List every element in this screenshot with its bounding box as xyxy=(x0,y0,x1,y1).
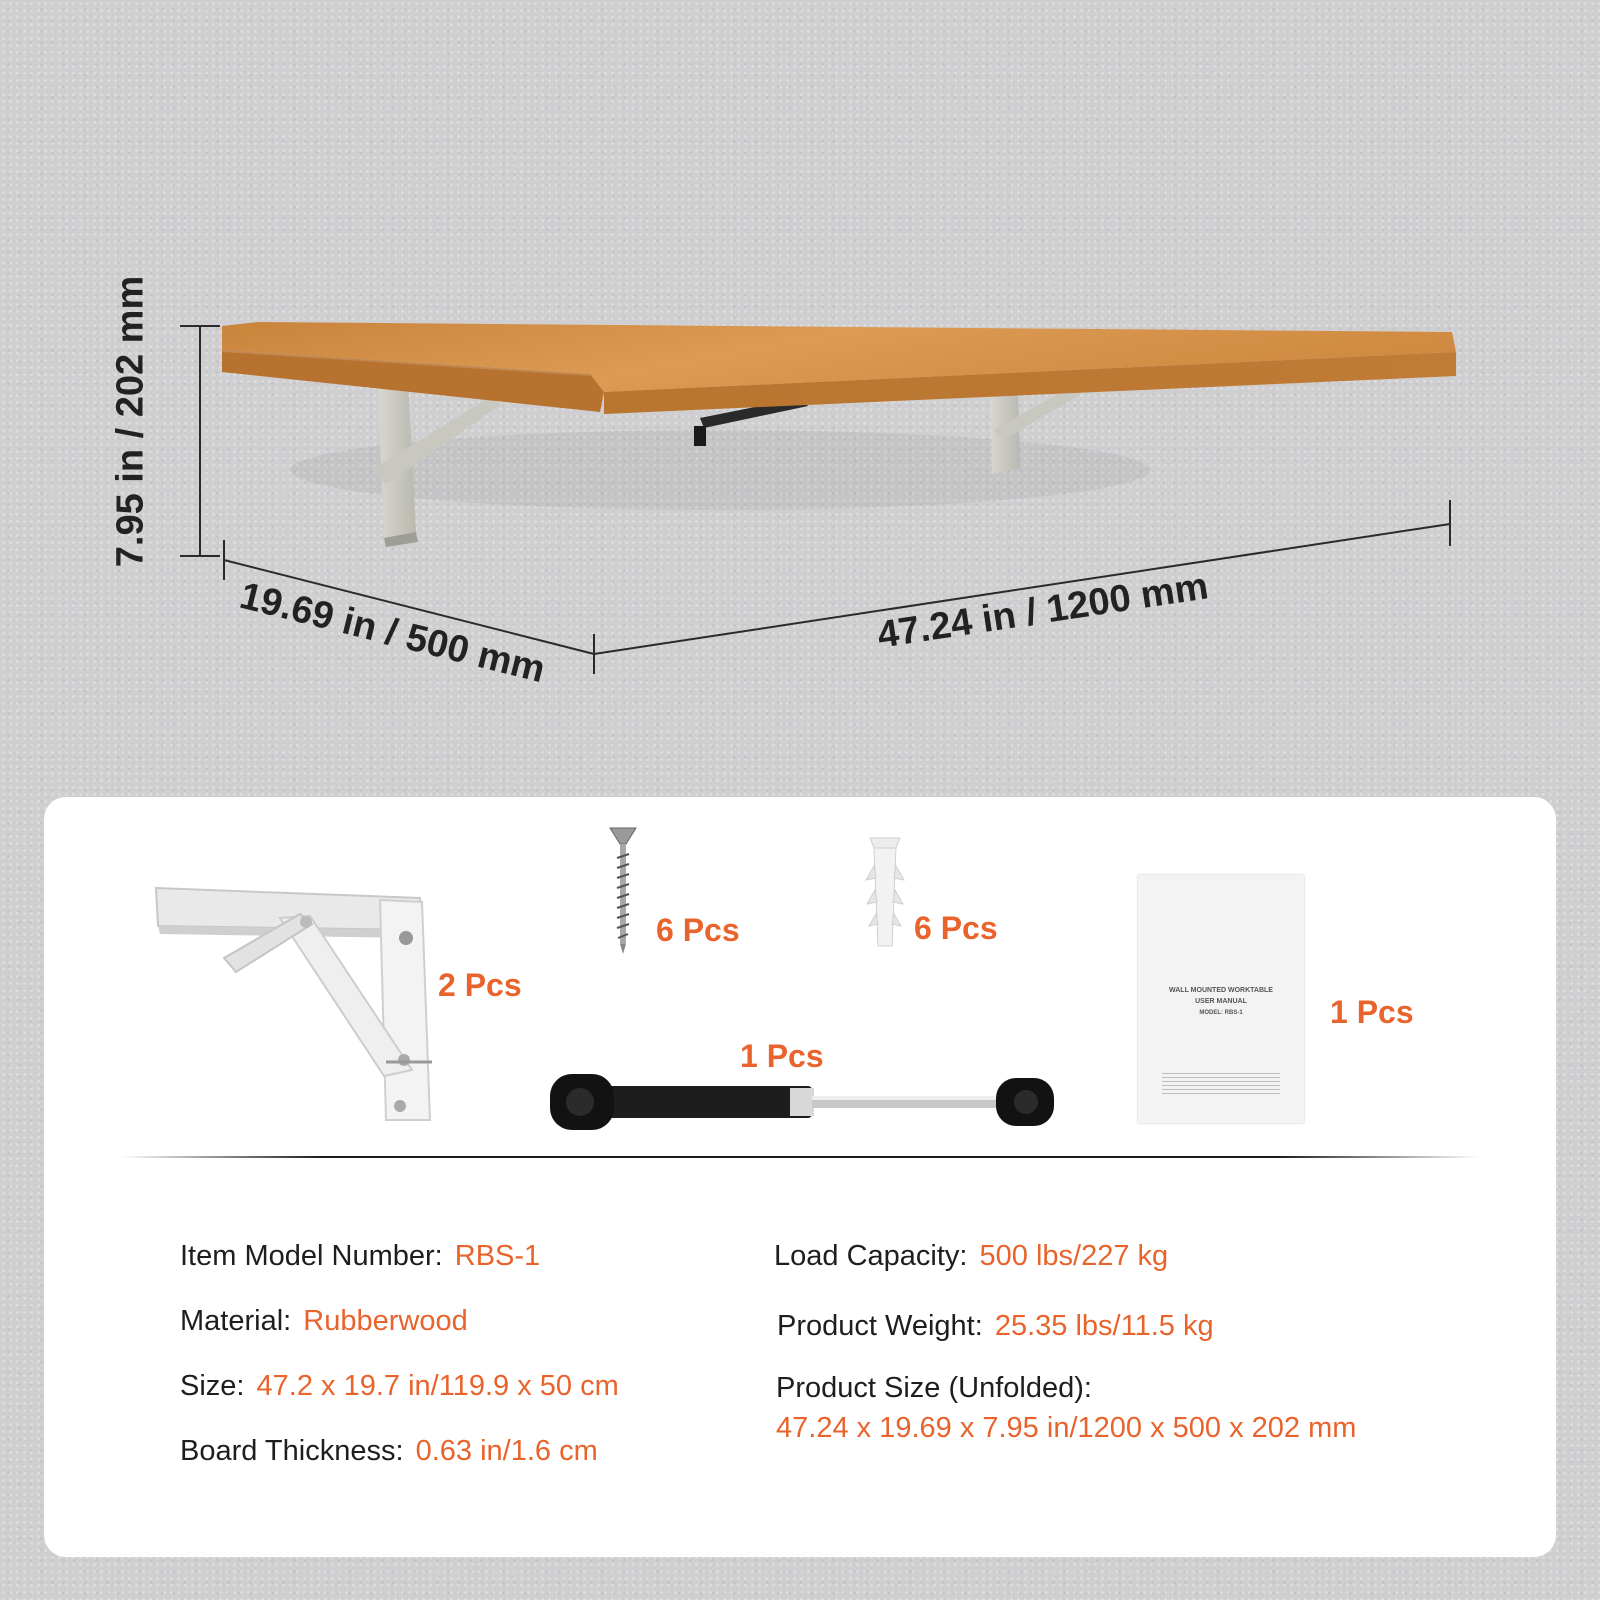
spec-model-label: Item Model Number: xyxy=(180,1240,443,1272)
user-manual-icon xyxy=(1138,875,1304,1123)
spec-size xyxy=(180,1370,619,1403)
anchor-count: 6 Pcs xyxy=(914,910,998,946)
height-dimension-label: 7.95 in / 202 mm xyxy=(109,275,152,568)
spec-load-value: 500 lbs/227 kg xyxy=(979,1240,1169,1272)
spec-weight-label: Product Weight: xyxy=(777,1310,983,1342)
spec-unfolded-value: 47.24 x 19.69 x 7.95 in/1200 x 500 x 202 mm xyxy=(776,1412,1357,1444)
spec-thickness-label: Board Thickness: xyxy=(180,1435,404,1467)
spec-size-label: Size: xyxy=(180,1370,245,1402)
gas-strut-icon xyxy=(550,1070,1056,1136)
spec-thickness-value: 0.63 in/1.6 cm xyxy=(415,1435,598,1467)
manual-count: 1 Pcs xyxy=(1330,994,1414,1030)
width-dimension-label: 47.24 in / 1200 mm xyxy=(874,565,1211,657)
spec-model xyxy=(180,1240,540,1273)
spec-unfolded-label: Product Size (Unfolded): xyxy=(776,1372,1092,1404)
manual-title-line1: WALL MOUNTED WORKTABLE xyxy=(1169,987,1273,994)
spec-load xyxy=(774,1240,1168,1273)
wall-anchor-icon xyxy=(862,836,908,952)
spec-material-value: Rubberwood xyxy=(303,1305,468,1337)
section-divider xyxy=(120,1156,1480,1158)
table-illustration xyxy=(0,0,1600,780)
manual-title-line2: USER MANUAL xyxy=(1195,998,1247,1005)
spec-load-label: Load Capacity: xyxy=(774,1240,968,1272)
screw-count: 6 Pcs xyxy=(656,912,740,948)
depth-dimension-label: 19.69 in / 500 mm xyxy=(235,574,550,692)
spec-weight-value: 25.35 lbs/11.5 kg xyxy=(994,1310,1214,1342)
manual-model: MODEL: RBS-1 xyxy=(1199,1010,1243,1016)
folding-bracket-icon xyxy=(150,880,440,1130)
spec-unfolded xyxy=(776,1368,1356,1448)
spec-material xyxy=(180,1305,468,1338)
gas-strut-count: 1 Pcs xyxy=(740,1038,824,1074)
spec-model-value: RBS-1 xyxy=(454,1240,541,1272)
spec-weight xyxy=(777,1310,1214,1343)
manual-body-lines xyxy=(1162,1073,1280,1095)
spec-thickness xyxy=(180,1435,598,1468)
bracket-count: 2 Pcs xyxy=(438,967,522,1003)
spec-size-value: 47.2 x 19.7 in/119.9 x 50 cm xyxy=(256,1370,619,1402)
screw-icon xyxy=(608,826,638,956)
spec-material-label: Material: xyxy=(180,1305,292,1337)
